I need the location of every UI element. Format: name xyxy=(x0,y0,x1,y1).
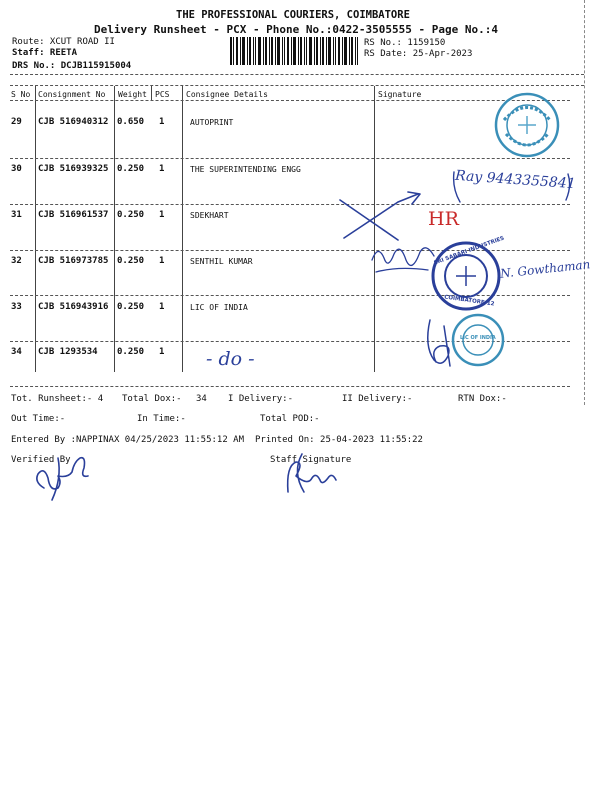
total-pod-label: Total POD:- xyxy=(260,414,320,424)
lic-stamp-text: LIC OF INDIA xyxy=(460,335,496,341)
total-runsheet: Tot. Runsheet:- 4 xyxy=(11,394,104,404)
cell-consignee: LIC OF INDIA xyxy=(190,303,248,312)
cell-consignee: SENTHIL KUMAR xyxy=(190,257,253,266)
col-header-pcs: PCS xyxy=(155,90,170,99)
cell-pcs: 1 xyxy=(159,256,165,266)
col-header-sno: S No xyxy=(11,90,31,99)
drs-number: DRS No.: DCJB115915004 xyxy=(12,61,132,71)
barcode-graphic xyxy=(230,37,358,65)
col-sep xyxy=(35,86,36,372)
handwritten-ditto: - do - xyxy=(206,348,255,370)
col-header-consignee: Consignee Details xyxy=(186,90,268,99)
col-sep xyxy=(182,86,183,372)
col-header-consignment: Consignment No xyxy=(38,90,106,99)
cell-weight: 0.250 xyxy=(117,164,145,174)
cell-pcs: 1 xyxy=(159,347,165,357)
verified-signature-icon xyxy=(28,448,98,508)
cell-pcs: 1 xyxy=(159,117,165,127)
cell-consignment: CJB 516940312 xyxy=(38,117,109,127)
cell-pcs: 1 xyxy=(159,302,165,312)
runsheet-subtitle: Delivery Runsheet - PCX - Phone No.:0422-3505555 - Page No.:4 xyxy=(94,23,498,36)
cell-weight: 0.250 xyxy=(117,347,145,357)
row-divider xyxy=(10,386,570,387)
second-delivery-label: II Delivery:- xyxy=(342,394,413,404)
verified-by-label: Verified By xyxy=(11,455,71,465)
rs-date: RS Date: 25-Apr-2023 xyxy=(364,49,473,59)
stamp-company-name: SRI SABARI INDUSTRIES xyxy=(433,235,506,267)
cell-weight: 0.250 xyxy=(117,256,145,266)
rs-number: RS No.: 1159150 xyxy=(364,38,446,48)
cell-weight: 0.250 xyxy=(117,210,145,220)
right-margin-rule xyxy=(584,0,585,405)
total-dox-value: 34 xyxy=(196,394,207,404)
entered-by: Entered By :NAPPINAX 04/25/2023 11:55:12 AM xyxy=(11,435,244,445)
handwritten-phone-note: Ray 9443355841 xyxy=(454,167,577,193)
cell-sno: 30 xyxy=(11,164,22,174)
cell-pcs: 1 xyxy=(159,210,165,220)
printed-on: Printed On: 25-04-2023 11:55:22 xyxy=(255,435,423,445)
company-title: THE PROFESSIONAL COURIERS, COIMBATORE xyxy=(176,9,410,21)
handwritten-name: N. Gowthaman xyxy=(499,257,591,281)
staff-signature-label: Staff Signature xyxy=(270,455,352,465)
col-header-weight: Weight xyxy=(118,90,147,99)
first-delivery-label: I Delivery:- xyxy=(228,394,294,404)
col-header-signature: Signature xyxy=(378,90,422,99)
rtn-dox-label: RTN Dox:- xyxy=(458,394,507,404)
handwritten-hr: HR xyxy=(428,208,459,230)
cell-sno: 34 xyxy=(11,347,22,357)
cell-pcs: 1 xyxy=(159,164,165,174)
signature-scribble-icon xyxy=(368,240,438,280)
col-sep xyxy=(114,86,115,372)
col-sep xyxy=(151,86,152,100)
table-header-rule xyxy=(10,100,570,101)
cell-consignee: SDEKHART xyxy=(190,211,229,220)
cell-weight: 0.250 xyxy=(117,302,145,312)
cell-consignment: CJB 1293534 xyxy=(38,347,98,357)
cell-sno: 32 xyxy=(11,256,22,266)
stamp-company-city: COIMBATORE-12 xyxy=(443,294,495,308)
cell-sno: 29 xyxy=(11,117,22,127)
company-stamp xyxy=(430,235,506,312)
total-dox-label: Total Dox:- xyxy=(122,394,182,404)
header-rule-top xyxy=(10,74,584,75)
cell-weight: 0.650 xyxy=(117,117,145,127)
cell-consignment: CJB 516939325 xyxy=(38,164,109,174)
cell-consignee: THE SUPERINTENDING ENGG xyxy=(190,165,301,174)
cell-consignment: CJB 516973785 xyxy=(38,256,109,266)
cell-consignee: AUTOPRINT xyxy=(190,118,234,127)
signature-scribble-icon xyxy=(420,316,460,371)
header-rule-mid xyxy=(10,85,584,86)
in-time-label: In Time:- xyxy=(137,414,186,424)
cell-consignment: CJB 516943916 xyxy=(38,302,109,312)
cell-consignment: CJB 516961537 xyxy=(38,210,109,220)
staff-signature-icon xyxy=(282,452,342,502)
handwritten-bracket-icon xyxy=(452,168,572,208)
round-stamp-icon xyxy=(492,90,562,160)
route-label: Route: XCUT ROAD II xyxy=(12,37,115,47)
row-divider xyxy=(10,158,570,159)
staff-label: Staff: REETA xyxy=(12,48,78,58)
cell-sno: 31 xyxy=(11,210,22,220)
cell-sno: 33 xyxy=(11,302,22,312)
out-time-label: Out Time:- xyxy=(11,414,66,424)
handwritten-arrow-icon xyxy=(338,186,428,246)
